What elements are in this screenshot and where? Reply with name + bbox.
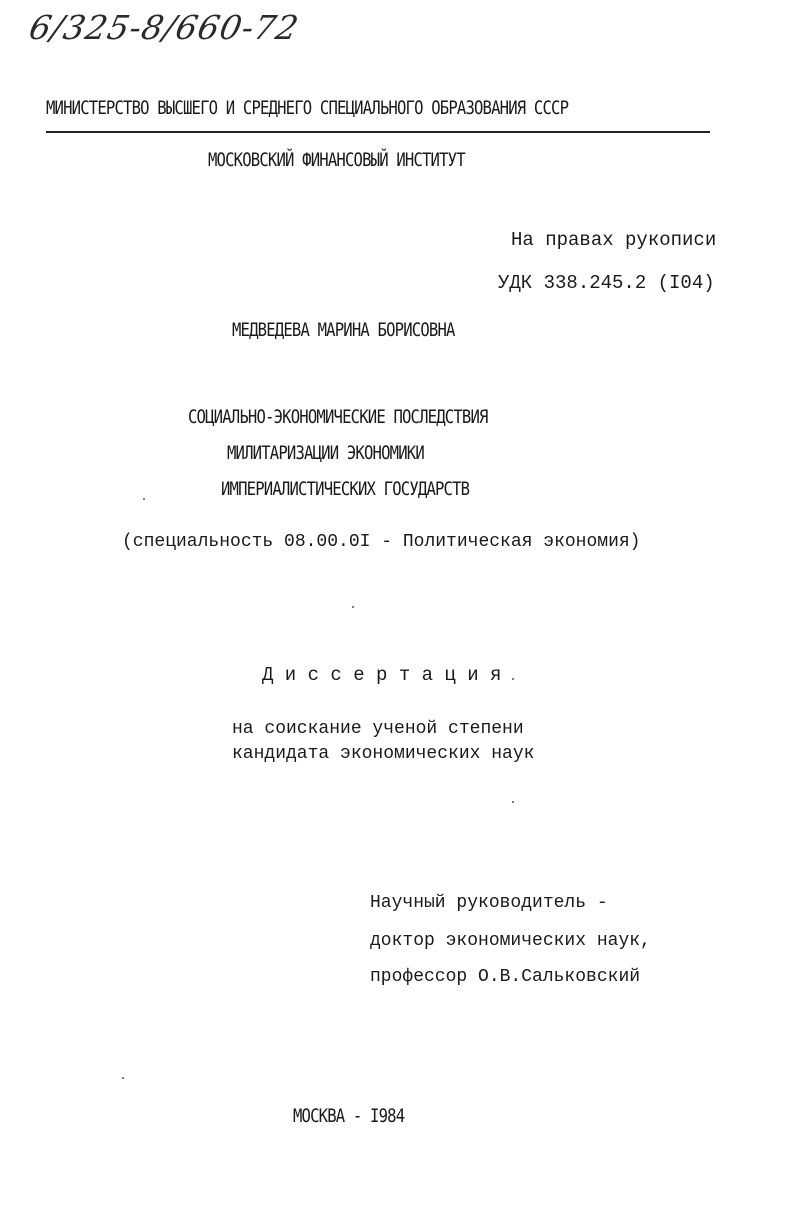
scan-speck	[143, 498, 145, 500]
scan-speck	[352, 606, 354, 608]
dissertation-label: Д и с с е р т а ц и я	[262, 664, 502, 686]
scan-speck	[122, 1077, 124, 1079]
supervisor-line-3: профессор О.В.Сальковский	[370, 967, 641, 987]
author-name: МЕДВЕДЕВА МАРИНА БОРИСОВНА	[232, 319, 455, 341]
udc-code: УДК 338.245.2 (I04)	[498, 272, 715, 294]
supervisor-line-1: Научный руководитель -	[370, 893, 608, 913]
title-line-3: ИМПЕРИАЛИСТИЧЕСКИХ ГОСУДАРСТВ	[221, 478, 470, 500]
title-line-1: СОЦИАЛЬНО-ЭКОНОМИЧЕСКИЕ ПОСЛЕДСТВИЯ	[188, 406, 488, 428]
ministry-header: МИНИСТЕРСТВО ВЫСШЕГО И СРЕДНЕГО СПЕЦИАЛЬНОГО ОБРАЗОВАНИЯ СССР	[46, 97, 569, 119]
manuscript-rights-note: На правах рукописи	[511, 229, 717, 251]
supervisor-line-2: доктор экономических наук,	[370, 931, 651, 951]
degree-line-2: кандидата экономических наук	[232, 744, 535, 764]
archive-handwritten-mark: 6/325-8/660-72	[25, 8, 303, 47]
institute-name: МОСКОВСКИЙ ФИНАНСОВЫЙ ИНСТИТУТ	[208, 149, 465, 171]
degree-line-1: на соискание ученой степени	[232, 719, 524, 739]
title-line-2: МИЛИТАРИЗАЦИИ ЭКОНОМИКИ	[227, 442, 424, 464]
header-divider	[46, 131, 710, 133]
specialty-line: (специальность 08.00.0I - Политическая экономия)	[122, 532, 641, 552]
scan-speck	[512, 801, 514, 803]
place-and-year: МОСКВА - I984	[293, 1105, 405, 1127]
scan-speck	[512, 678, 514, 680]
